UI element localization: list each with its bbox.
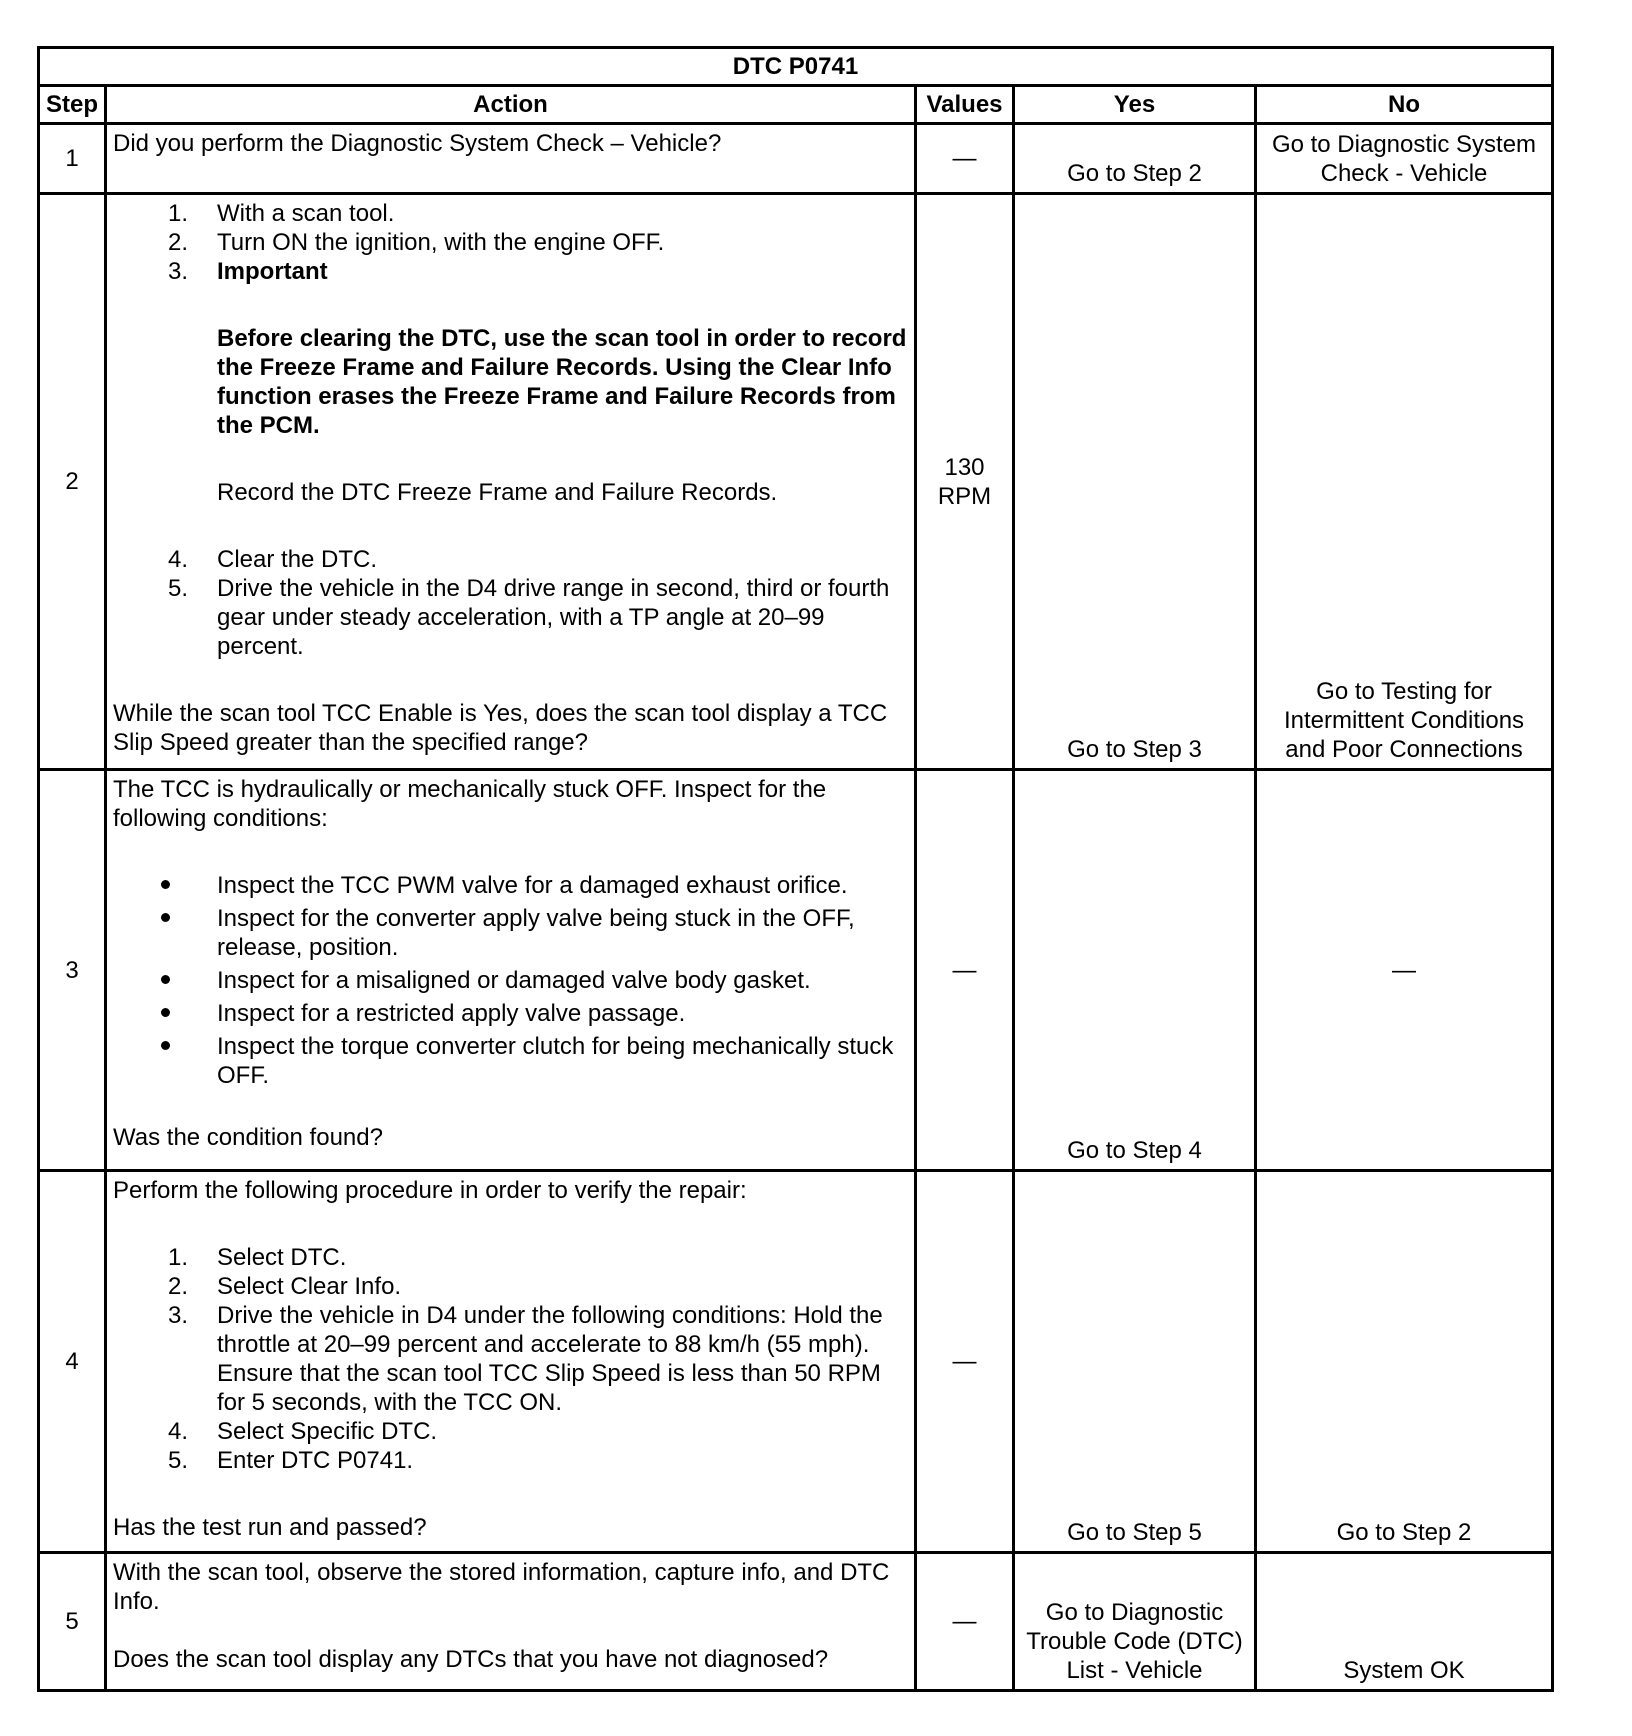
important-note: Before clearing the DTC, use the scan tool in order to record the Freeze Frame and Failure Records. Using the Clear Info function erases the Freeze Frame and Failure Records from the PCM. [217, 325, 907, 440]
step-yes: Go to Step 3 [1014, 194, 1256, 770]
list-item: Inspect the TCC PWM valve for a damaged exhaust orifice. [113, 871, 908, 900]
list-item: 4. Select Specific DTC. [167, 1418, 438, 1446]
step-number: 2 [39, 194, 106, 770]
step-question: Was the condition found? [113, 1124, 383, 1152]
step-yes: Go to Step 2 [1014, 124, 1256, 194]
list-item: 2. Turn ON the ignition, with the engine OFF. [167, 229, 665, 257]
step-no: Go to Testing for Intermittent Conditions and Poor Connections [1256, 194, 1553, 770]
list-item: Inspect the torque converter clutch for being mechanically stuck OFF. [113, 1032, 908, 1090]
header-yes: Yes [1014, 86, 1256, 124]
step-value: — [916, 1552, 1014, 1690]
bullet-icon [161, 913, 170, 922]
table-row-step-2 [39, 194, 1553, 770]
list-item: Inspect for the converter apply valve being stuck in the OFF, release, position. [113, 904, 908, 962]
step-intro: Perform the following procedure in order to verify the repair: [113, 1177, 747, 1205]
step-no: Go to Step 2 [1256, 1171, 1553, 1552]
step-intro: With the scan tool, observe the stored information, capture info, and DTC Info. [113, 1558, 890, 1615]
header-step: Step [39, 86, 106, 124]
header-action: Action [106, 86, 916, 124]
step-action [106, 770, 916, 1171]
step-value: — [916, 124, 1014, 194]
step-number: 3 [39, 770, 106, 1171]
bullet-icon [161, 975, 170, 984]
table-header-row [39, 86, 1553, 124]
step-question: Does the scan tool display any DTCs that you have not diagnosed? [113, 1645, 829, 1673]
list-item: 1. With a scan tool. [167, 200, 395, 228]
step-yes: Go to Diagnostic Trouble Code (DTC) List - Vehicle [1014, 1552, 1256, 1690]
table-row-step-5 [39, 1552, 1553, 1690]
step-question: Did you perform the Diagnostic System Check – Vehicle? [106, 124, 916, 194]
step-yes: Go to Step 4 [1014, 770, 1256, 1171]
step-no: System OK [1256, 1552, 1553, 1690]
step-action [106, 194, 916, 770]
list-item: Inspect for a restricted apply valve passage. [113, 999, 908, 1028]
step-yes: Go to Step 5 [1014, 1171, 1256, 1552]
step-number: 4 [39, 1171, 106, 1552]
record-note: Record the DTC Freeze Frame and Failure Records. [217, 479, 778, 507]
step-action [106, 1552, 916, 1690]
step-intro: The TCC is hydraulically or mechanically stuck OFF. Inspect for the following conditions: [113, 776, 827, 833]
list-item: 3. Important [167, 258, 328, 286]
list-item: 1. Select DTC. [167, 1244, 347, 1272]
step-number: 1 [39, 124, 106, 194]
diagnostic-table-sheet [37, 46, 1551, 1692]
table-title: DTC P0741 [39, 48, 1553, 86]
table-row-step-1 [39, 124, 1553, 194]
step-value: 130 RPM [916, 194, 1014, 770]
table-title-row [39, 48, 1553, 86]
table-row-step-3 [39, 770, 1553, 1171]
header-values: Values [916, 86, 1014, 124]
list-item: 5. Drive the vehicle in the D4 drive range in second, third or fourth gear under steady acceleration, with a TP angle at 20–99 percent. [167, 575, 890, 661]
bullet-icon [161, 880, 170, 889]
step-action [106, 1171, 916, 1552]
step-number: 5 [39, 1552, 106, 1690]
step-value: — [916, 770, 1014, 1171]
header-no: No [1256, 86, 1553, 124]
list-item: 3. Drive the vehicle in D4 under the following conditions: Hold the throttle at 20–99 percent and accelerate to 88 km/h (55 mph). Ensure that the scan tool TCC Slip Speed is less than 50 RPM for 5 seconds, with the TCC ON. [167, 1302, 883, 1417]
step-no: — [1256, 770, 1553, 1171]
step-value: — [916, 1171, 1014, 1552]
step-question: While the scan tool TCC Enable is Yes, does the scan tool display a TCC Slip Speed greater than the specified range? [113, 700, 888, 757]
list-item: 4. Clear the DTC. [167, 546, 378, 574]
list-item: Inspect for a misaligned or damaged valve body gasket. [113, 966, 908, 995]
step-no: Go to Diagnostic System Check - Vehicle [1256, 124, 1553, 194]
diagnostic-table [37, 46, 1554, 1692]
list-item: 5. Enter DTC P0741. [167, 1447, 414, 1475]
step-question: Has the test run and passed? [113, 1514, 427, 1542]
bullet-icon [161, 1008, 170, 1017]
bullet-icon [161, 1041, 170, 1050]
list-item: 2. Select Clear Info. [167, 1273, 402, 1301]
table-row-step-4 [39, 1171, 1553, 1552]
